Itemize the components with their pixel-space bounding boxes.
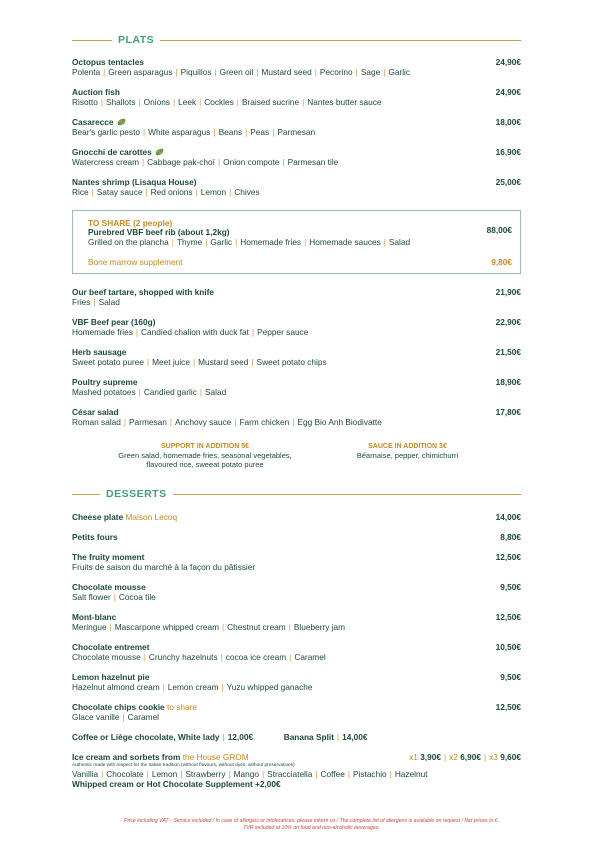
- banana-price: 14,00€: [342, 732, 368, 742]
- sauce-block: [330, 442, 485, 460]
- separator: |: [228, 769, 231, 779]
- ingredient: Strawberry: [185, 769, 226, 779]
- ingredient: Parmesan tile: [287, 157, 339, 167]
- separator: |: [213, 127, 216, 137]
- ingredient: Leek: [178, 97, 197, 107]
- item-desc: [72, 622, 521, 632]
- ingredient: Cockles: [204, 97, 234, 107]
- ingredient: Stracciatella: [267, 769, 313, 779]
- menu-item: [72, 582, 521, 602]
- dessert-accent: to share: [166, 702, 197, 712]
- ingredient: Mango: [233, 769, 260, 779]
- share-desc: [88, 237, 410, 247]
- ingredient: Meringue: [72, 622, 107, 632]
- ingredient: Roman salad: [72, 417, 121, 427]
- ice-accent: the House GROM: [182, 752, 249, 762]
- ingredient: Chocolate: [106, 769, 144, 779]
- separator: |: [146, 357, 150, 367]
- title-rule-left: [72, 494, 100, 495]
- item-price: 12,50€: [495, 612, 521, 622]
- ingredient: Cocoa tile: [118, 592, 156, 602]
- dessert-cheese: [72, 512, 521, 522]
- item-name: VBF Beef pear (160g): [72, 317, 156, 327]
- dessert-price: 8,80€: [500, 532, 521, 542]
- ingredient: Crunchy hazelnuts: [148, 652, 218, 662]
- item-desc: [72, 157, 521, 167]
- ingredient: Cabbage pak-choï: [147, 157, 215, 167]
- footer-note: [60, 818, 563, 832]
- separator: |: [234, 417, 237, 427]
- menu-item: [72, 147, 521, 167]
- separator: |: [235, 237, 238, 247]
- item-name: Herb sausage: [72, 347, 127, 357]
- ingredient: Chestnut cream: [227, 622, 286, 632]
- share-heading: TO SHARE (2 people): [88, 218, 173, 228]
- item-desc: [72, 67, 521, 77]
- item-name: Mont-blanc: [72, 612, 117, 622]
- dessert-name: Chocolate chips cookie: [72, 702, 165, 712]
- ingredient: Sweet potato chips: [256, 357, 327, 367]
- ingredient: Beans: [218, 127, 243, 137]
- menu-item: [72, 87, 521, 107]
- ice-price-3: 9,60€: [500, 752, 521, 762]
- ingredient: Homemade fries: [240, 237, 302, 247]
- coffee-price: 12,00€: [227, 732, 254, 742]
- ingredient: Homemade fries: [72, 327, 133, 337]
- separator: |: [245, 127, 248, 137]
- separator: |: [262, 769, 265, 779]
- ingredient: Pecorino: [319, 67, 353, 77]
- separator: |: [109, 622, 112, 632]
- separator: |: [217, 157, 221, 167]
- dessert-petits-fours: [72, 532, 521, 542]
- item-price: 22,90€: [495, 317, 521, 327]
- item-desc: [72, 387, 521, 397]
- item-price: 17,80€: [495, 407, 521, 417]
- ingredient: Rice: [72, 187, 89, 197]
- share-supplement: Bone marrow supplement: [88, 257, 183, 267]
- dessert-coffee: Coffee or Liège chocolate, White lady | 12,00€ Banana Split | 14,00€: [72, 732, 368, 742]
- ice-price-1: 3,90€: [420, 752, 441, 762]
- separator: |: [138, 387, 141, 397]
- item-desc: [72, 592, 521, 602]
- separator: |: [199, 387, 203, 397]
- dessert-price: 14,00€: [495, 512, 521, 522]
- item-price: 24,90€: [495, 87, 521, 97]
- menu-item: [72, 317, 521, 337]
- separator: |: [93, 297, 96, 307]
- item-desc: [72, 187, 521, 197]
- separator: |: [172, 97, 176, 107]
- separator: |: [138, 97, 141, 107]
- support-heading: SUPPORT IN ADDITION 5€: [160, 443, 250, 450]
- separator: |: [251, 327, 255, 337]
- ingredient: Egg Bio Anh Biodivatte: [297, 417, 382, 427]
- plats-section-title: [72, 33, 521, 47]
- item-name: Lemon hazelnut pie: [72, 672, 150, 682]
- ingredient: Caramel: [127, 712, 160, 722]
- ingredient: Thyme: [176, 237, 203, 247]
- separator: |: [236, 97, 239, 107]
- separator: |: [146, 769, 149, 779]
- item-desc: [72, 417, 521, 427]
- ingredient: Salad: [205, 387, 227, 397]
- item-name: Octopus tentacles: [72, 57, 144, 67]
- item-name: Our beef tartare, shopped with knife: [72, 287, 214, 297]
- ingredient: Mustard seed: [261, 67, 312, 77]
- title-rule-left: [72, 40, 112, 41]
- ingredient: Shallots: [105, 97, 136, 107]
- ingredient: Coffee: [320, 769, 345, 779]
- ingredient: Grilled on the plancha: [88, 237, 169, 247]
- item-desc: [72, 652, 521, 662]
- ingredient: Pistachio: [352, 769, 387, 779]
- ingredient: Anchovy sauce: [175, 417, 232, 427]
- item-name: Nantes shrimp (Lisaqua House): [72, 177, 197, 187]
- ingredient: Green oil: [219, 67, 254, 77]
- coffee-name: Coffee or Liège chocolate, White lady: [72, 732, 220, 742]
- ingredient: cocoa ice cream: [225, 652, 287, 662]
- ingredient: Chives: [234, 187, 260, 197]
- ingredient: Satay sauce: [96, 187, 143, 197]
- ingredient: Fries: [72, 297, 91, 307]
- separator: |: [143, 127, 146, 137]
- title-rule-right: [160, 40, 521, 41]
- ingredient: White asparagus: [148, 127, 211, 137]
- menu-item: [72, 642, 521, 662]
- separator: |: [143, 652, 146, 662]
- separator: |: [314, 67, 317, 77]
- ingredient: Nantes butter sauce: [307, 97, 382, 107]
- item-price: 9,50€: [500, 582, 521, 592]
- ingredient: Mashed potatoes: [72, 387, 136, 397]
- separator: |: [315, 769, 318, 779]
- ingredient: Sweet potato puree: [72, 357, 144, 367]
- item-price: 18,90€: [495, 377, 521, 387]
- separator: |: [383, 237, 386, 247]
- separator: |: [192, 357, 196, 367]
- separator: |: [220, 652, 223, 662]
- item-desc: [72, 682, 521, 692]
- share-supplement-price: 9,80€: [491, 257, 512, 267]
- ingredient: Green asparagus: [108, 67, 173, 77]
- ingredient: Meet juice: [152, 357, 190, 367]
- ingredient: Risotto: [72, 97, 98, 107]
- item-desc: [72, 297, 521, 307]
- separator: |: [304, 237, 307, 247]
- dessert-name: Cheese plate: [72, 512, 124, 522]
- menu-item: [72, 57, 521, 77]
- ingredient: Garlic: [388, 67, 411, 77]
- item-price: 9,50€: [500, 672, 521, 682]
- separator: |: [199, 97, 202, 107]
- sauce-heading: SAUCE IN ADDITION 3€: [368, 443, 447, 450]
- item-price: 21,90€: [495, 287, 521, 297]
- menu-item: [72, 612, 521, 632]
- ingredient: Glace vanille: [72, 712, 120, 722]
- item-name: Chocolate entremet: [72, 642, 150, 652]
- menu-item: [72, 347, 521, 367]
- item-desc: [72, 562, 521, 572]
- separator: |: [145, 187, 148, 197]
- item-name: Casarecce: [72, 117, 114, 127]
- item-name: Auction fish: [72, 87, 120, 97]
- ingredient: Pepper sauce: [257, 327, 309, 337]
- ingredient: Mascarpone whipped cream: [114, 622, 219, 632]
- item-price: 16,90€: [495, 147, 521, 157]
- ingredient: Hazelnut: [394, 769, 428, 779]
- menu-item: [72, 287, 521, 307]
- separator: |: [91, 187, 94, 197]
- dessert-accent: Maison Lecoq: [125, 512, 178, 522]
- ingredient: Bear's garlic pesto: [72, 127, 140, 137]
- item-price: 10,50€: [495, 642, 521, 652]
- separator: |: [100, 97, 103, 107]
- separator: |: [113, 592, 116, 602]
- separator: |: [142, 157, 145, 167]
- ice-supplement: Whipped cream or Hot Chocolate Supplement +2,00€: [72, 779, 281, 789]
- separator: |: [180, 769, 183, 779]
- separator: |: [355, 67, 358, 77]
- item-price: 25,00€: [495, 177, 521, 187]
- item-desc: [72, 357, 521, 367]
- menu-item: [72, 377, 521, 397]
- separator: |: [122, 712, 125, 722]
- footer-line2: TVR included at 10% on food and non-alcoholic beverages.: [243, 825, 380, 831]
- desserts-section-title: [72, 487, 521, 501]
- separator: |: [256, 67, 259, 77]
- ice-flavours: [72, 769, 521, 779]
- ingredient: Garlic: [210, 237, 233, 247]
- item-name: César salad: [72, 407, 119, 417]
- ingredient: Lemon cream: [167, 682, 219, 692]
- item-price: 24,90€: [495, 57, 521, 67]
- separator: |: [214, 67, 217, 77]
- separator: |: [162, 682, 165, 692]
- ingredient: Piquillos: [180, 67, 212, 77]
- item-price: 12,50€: [495, 552, 521, 562]
- support-block: [90, 442, 320, 469]
- sauce-line1: Béarnaise, pepper, chimichurri: [356, 451, 459, 460]
- separator: |: [221, 622, 225, 632]
- separator: |: [229, 187, 232, 197]
- separator: |: [288, 622, 291, 632]
- title-rule-right: [173, 494, 521, 495]
- ingredient: Blueberry jam: [293, 622, 346, 632]
- dessert-cookie: [72, 702, 521, 722]
- ingredient: Caramel: [294, 652, 326, 662]
- ingredient: Parmesan: [277, 127, 316, 137]
- item-name: The fruity moment: [72, 552, 145, 562]
- ingredient: Candied garlic: [143, 387, 197, 397]
- leaf-icon: [117, 118, 126, 126]
- support-line2: flavoured rice, sweeat potato puree: [146, 460, 264, 469]
- ingredient: Fruits de saison du marché à la façon du pâtissier: [72, 562, 256, 572]
- separator: |: [302, 97, 305, 107]
- separator: |: [383, 67, 386, 77]
- item-name: Chocolate mousse: [72, 582, 146, 592]
- ice-prices: x1 3,90€ | x2 6,90€ | x3 9,60€: [409, 752, 521, 762]
- ingredient: Farm chicken: [239, 417, 290, 427]
- ingredient: Hazelnut almond cream: [72, 682, 160, 692]
- share-price: 88,00€: [486, 225, 512, 235]
- menu-item: [72, 177, 521, 197]
- plats-title: PLATS: [118, 34, 155, 46]
- ingredient: Parmesan: [129, 417, 167, 427]
- ingredient: Onions: [143, 97, 170, 107]
- ingredient: Lemon: [200, 187, 227, 197]
- ingredient: Vanillia: [72, 769, 99, 779]
- separator: |: [103, 67, 106, 77]
- item-desc: [72, 97, 521, 107]
- menu-item: [72, 672, 521, 692]
- ice-name: Ice cream and sorbets from: [72, 752, 181, 762]
- ingredient: Salad: [388, 237, 411, 247]
- ingredient: Braised sucrine: [241, 97, 300, 107]
- ingredient: Chocolate mousse: [72, 652, 141, 662]
- ingredient: Polenta: [72, 67, 101, 77]
- menu-item: [72, 552, 521, 572]
- banana-name: Banana Split: [283, 732, 334, 742]
- dessert-ice-cream: [72, 752, 521, 789]
- dessert-name: Petits fours: [72, 532, 118, 542]
- separator: |: [123, 417, 127, 427]
- separator: |: [221, 682, 224, 692]
- ingredient: Candied chalion with duck fat: [141, 327, 249, 337]
- separator: |: [169, 417, 173, 427]
- ingredient: Yuzu whipped ganache: [226, 682, 313, 692]
- ingredient: Onion compote: [223, 157, 280, 167]
- ice-price-2: 6,90€: [460, 752, 481, 762]
- separator: |: [272, 127, 275, 137]
- separator: |: [251, 357, 254, 367]
- desserts-title: DESSERTS: [106, 488, 167, 500]
- footer-line1: Price including VAT - Service included / In case of allergies or intolerances, please inform us / The complete list of allergens is available on request / Net prices in €,: [123, 818, 500, 824]
- ice-note: Authentic made with respect for the Italian tradition (without flavours, without dyes, without preservatives): [72, 763, 295, 768]
- ice-qty-2: x2: [449, 752, 458, 762]
- separator: |: [171, 237, 174, 247]
- menu-item: [72, 117, 521, 137]
- separator: |: [205, 237, 208, 247]
- separator: |: [282, 157, 285, 167]
- item-desc: [72, 327, 521, 337]
- ingredient: Salad: [98, 297, 120, 307]
- separator: |: [175, 67, 178, 77]
- separator: |: [347, 769, 350, 779]
- separator: |: [292, 417, 295, 427]
- ingredient: Watercress cream: [72, 157, 139, 167]
- item-name: Gnocchi de carottes: [72, 147, 152, 157]
- share-box: [72, 210, 521, 274]
- separator: |: [389, 769, 392, 779]
- item-price: 21,50€: [495, 347, 521, 357]
- separator: |: [289, 652, 292, 662]
- ingredient: Red onions: [150, 187, 193, 197]
- separator: |: [135, 327, 139, 337]
- item-name: Poultry supreme: [72, 377, 138, 387]
- ingredient: Sage: [360, 67, 381, 77]
- ingredient: Mustard seed: [198, 357, 249, 367]
- item-price: 18,00€: [495, 117, 521, 127]
- leaf-icon: [155, 148, 164, 156]
- support-line1: Green salad, homemade fries, seasonal vegetables,: [118, 451, 292, 460]
- separator: |: [101, 769, 104, 779]
- ingredient: Homemade sauces: [309, 237, 381, 247]
- ingredient: Salt flower: [72, 592, 111, 602]
- separator: |: [195, 187, 198, 197]
- ingredient: Lemon: [151, 769, 178, 779]
- menu-item: [72, 407, 521, 427]
- share-name: Purebred VBF beef rib (about 1,2kg): [88, 227, 230, 237]
- item-desc: [72, 127, 521, 137]
- ingredient: Peas: [250, 127, 270, 137]
- ice-qty-1: x1: [409, 752, 418, 762]
- dessert-desc: [72, 712, 521, 722]
- ice-qty-3: x3: [489, 752, 498, 762]
- dessert-price: 12,50€: [495, 702, 521, 712]
